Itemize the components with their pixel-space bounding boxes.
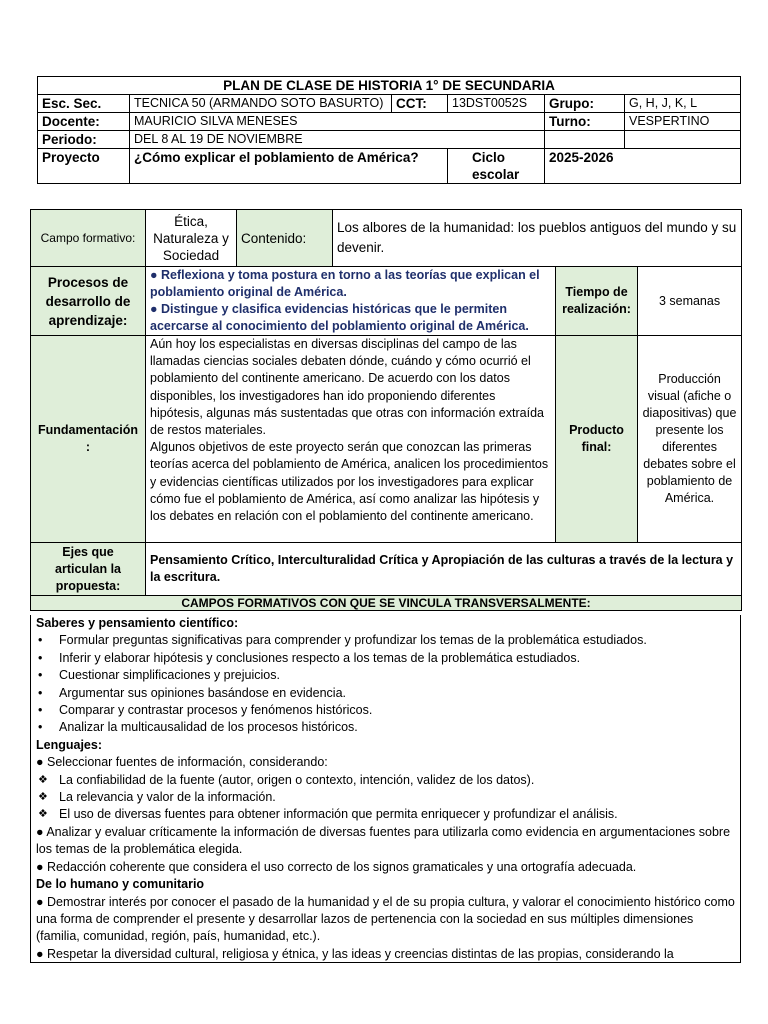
saberes-item: • Analizar la multicausalidad de los procesos históricos. [36,719,735,736]
cct-label: CCT: [392,95,448,113]
lenguajes-redaccion: ● Redacción coherente que considera el uso correcto de los signos gramaticales y una ortografía adecuada. [36,859,637,874]
fundamentacion-paragraph: Algunos objetivos de este proyecto serán que conozcan las primeras teorías acerca del poblamiento de América, analicen los procedimientos y evidencias científicas utilizados por los investigadores para explicar cómo fue el poblamiento de América, así como analizar las hipótesis y los debates en relación con el poblamiento del continente americano. [150,440,549,524]
esc-value: TECNICA 50 (ARMANDO SOTO BASURTO) [130,95,392,113]
ciclo-label: Ciclo escolar [448,149,545,184]
saberes-title: Saberes y pensamiento científico: [36,616,239,630]
header-info-table [37,76,741,184]
periodo-label: Periodo: [38,131,130,149]
humano-paragraph: ● Demostrar interés por conocer el pasado de la humanidad y el de su propia cultura, y valorar el conocimiento histórico como una forma de comprender el presente y desarrollar lazos de pertenencia con la sociedad en sus múltiples dimensiones (familia, comunidad, región, país, humanidad, etc.). [36,894,735,944]
fundamentacion-label: Fundamentación : [31,336,146,543]
plan-main-table [30,209,742,611]
transversal-section [30,615,741,963]
cct-value: 13DST0052S [448,95,545,113]
lenguajes-analizar: ● Analizar y evaluar críticamente la información de diversas fuentes para utilizarla como evidencia en argumentaciones sobre los temas de la problemática elegida. [36,824,731,857]
grupo-label: Grupo: [545,95,625,113]
saberes-item: • Cuestionar simplificaciones y prejuicios. [36,667,735,684]
esc-label: Esc. Sec. [38,95,130,113]
humano-title: De lo humano y comunitario [36,877,205,892]
tiempo-label: Tiempo de realización: [556,267,638,336]
campo-value: Ética, Naturaleza y Sociedad [146,210,237,267]
humano-paragraph: ● Respetar la diversidad cultural, religiosa y étnica, y las ideas y creencias distintas de las propias, considerando la [36,946,674,961]
saberes-item: • Formular preguntas significativas para comprender y profundizar los temas de la problemática estudiados. [36,632,735,649]
lenguajes-sub-item: ❖ La relevancia y valor de la información. [36,789,735,806]
saberes-item: • Inferir y elaborar hipótesis y conclusiones respecto a los temas de la problemática estudiados. [36,650,735,667]
producto-label: Producto final: [556,336,638,543]
contenido-value: Los albores de la humanidad: los pueblos antiguos del mundo y su devenir. [333,210,742,267]
saberes-item: • Comparar y contrastar procesos y fenómenos históricos. [36,702,735,719]
turno-label: Turno: [545,113,625,131]
proyecto-value: ¿Cómo explicar el poblamiento de América? [130,149,448,184]
procesos-cell [146,267,556,336]
fundamentacion-cell [146,336,556,543]
empty-cell [625,131,741,149]
campos-header: CAMPOS FORMATIVOS CON QUE SE VINCULA TRANSVERSALMENTE: [31,596,742,611]
ejes-value: Pensamiento Crítico, Interculturalidad Crítica y Apropiación de las culturas a través de la lectura y la escritura. [146,543,742,596]
procesos-item: ● Reflexiona y toma postura en torno a las teorías que explican el poblamiento original de América. [150,268,540,299]
procesos-item: ● Distingue y clasifica evidencias históricas que le permiten acercarse al conocimiento del poblamiento original de América. [150,302,529,333]
docente-value: MAURICIO SILVA MENESES [130,113,545,131]
grupo-value: G, H, J, K, L [625,95,741,113]
periodo-value: DEL 8 AL 19 DE NOVIEMBRE [130,131,545,149]
proyecto-label: Proyecto [38,149,130,184]
lenguajes-sub-item: ❖ El uso de diversas fuentes para obtener información que permita enriquecer y profundizar el análisis. [36,806,735,823]
producto-value: Producción visual (afiche o diapositivas) que presente los diferentes debates sobre el poblamiento de América. [638,336,742,543]
saberes-item: • Argumentar sus opiniones basándose en evidencia. [36,685,735,702]
ciclo-value: 2025-2026 [545,149,741,184]
lenguajes-title: Lenguajes: [36,737,102,752]
procesos-label: Procesos de desarrollo de aprendizaje: [31,267,146,336]
docente-label: Docente: [38,113,130,131]
lenguajes-sub-item: ❖ La confiabilidad de la fuente (autor, origen o contexto, intención, validez de los datos). [36,772,735,789]
plan-title: PLAN DE CLASE DE HISTORIA 1° DE SECUNDARIA [38,77,741,95]
lenguajes-intro: ● Seleccionar fuentes de información, considerando: [36,755,328,770]
empty-cell [545,131,625,149]
fundamentacion-paragraph: Aún hoy los especialistas en diversas disciplinas del campo de las llamadas ciencias sociales debaten dónde, cuándo y cómo ocurrió el poblamiento del continente americano. De acuerdo con los datos disponibles, los investigadores han ido proponiendo diferentes hipótesis, algunas más sustentadas que otras con información extraída de restos materiales. [150,337,544,438]
turno-value: VESPERTINO [625,113,741,131]
contenido-label: Contenido: [237,210,333,267]
tiempo-value: 3 semanas [638,267,742,336]
ejes-label: Ejes que articulan la propuesta: [31,543,146,596]
campo-label: Campo formativo: [31,210,146,267]
